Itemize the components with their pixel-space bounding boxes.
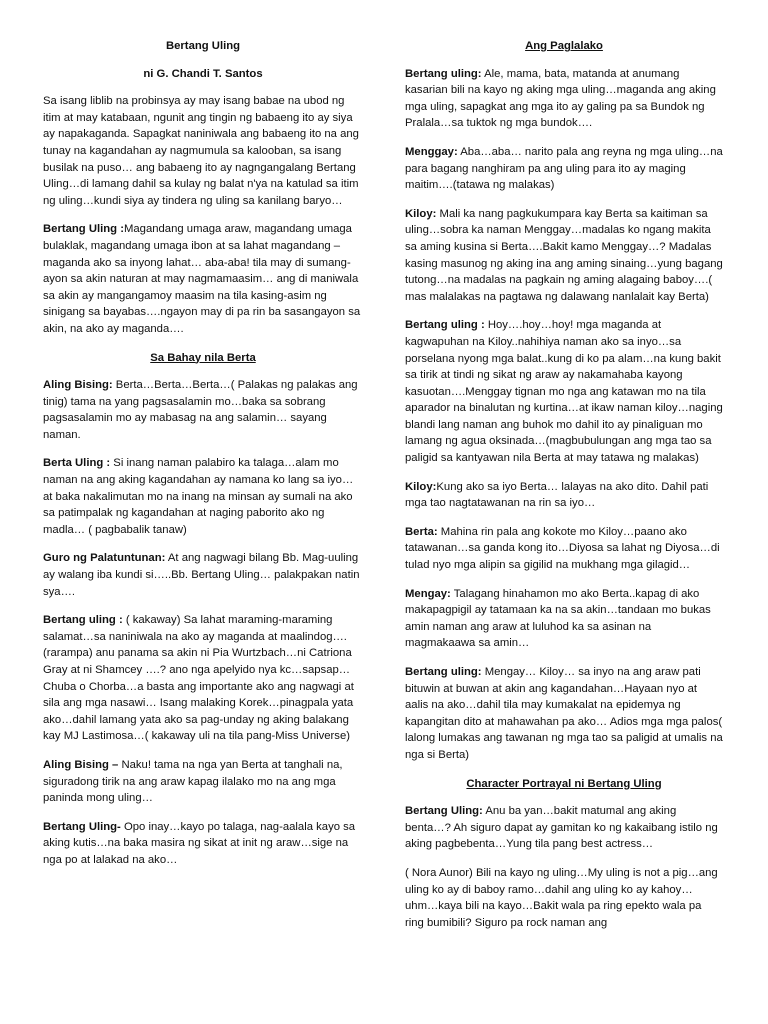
speaker-label: Berta: [405, 525, 438, 538]
portrayal-dialogue [405, 803, 723, 853]
speaker-label: Bertang Uling : [43, 223, 124, 236]
document-author: ni G. Chandi T. Santos [143, 67, 263, 80]
section-heading-sa-bahay: Sa Bahay nila Berta [150, 351, 256, 364]
dialogue-text: Aba…aba… narito pala ang reyna ng mga uling…na para bagang nanghiram pa ang uling para ito ay maging maitim….(tatawa ng malakas) [405, 145, 723, 192]
dialogue-text: Mengay… Kiloy… sa inyo na ang araw pati bituwin at buwan at akin ang kagandahan…Hayaan nyo at aalis na ako…dahil tila may kumakalat na epidemya ng kapangitan dito at mahawahan pa ako… Adios mga mga palos( lalong lumakas ang tawanan ng mga tao sa paligid at umalis na nga si Berta) [405, 666, 723, 761]
dialogue-line [405, 144, 723, 194]
speaker-label: Aling Bising – [43, 758, 119, 771]
speaker-label: Berta Uling : [43, 457, 111, 470]
dialogue-line [43, 455, 363, 538]
dialogue-line [405, 317, 723, 466]
speaker-label: Bertang uling: [405, 67, 482, 80]
left-column [43, 38, 363, 881]
intro-paragraph: Sa isang liblib na probinsya ay may isang babae na ubod ng itim at may katabaan, ngunit ang tingin ng babaeng ito ay siya ay napakaganda. Sapagkat naniniwala ang babaeng ito na ang tunay na kagandahan ay nagmumula sa kalooban, sa isang busilak na puso… ang babaeng ito ay nagngangalang Bertang Uling…di lamang dahil sa kulay ng balat n'ya na katulad sa itim ng uling…kundi siya ay tindera ng uling sa kanilang baryo… [43, 95, 359, 207]
dialogue-text: Mali ka nang pagkukumpara kay Berta sa kaitiman sa uling…sobra ka naman Menggay…madalas ko ngang makita sa aming kusina si Berta….Bakit kamo Menggay…? Madalas kasing masunog ng aking ina ang aming sinaing…yung bagang tutong…na madalas na pagkain ng aming alagaing baboy….( mas malalakas na pagtawa ng dalawang nanlalait kay Berta) [405, 207, 723, 303]
dialogue-text: Anu ba yan…bakit matumal ang aking benta…? Ah siguro dapat ay gamitan ko ng kakaibang istilo ng aking pagbebenta…Yung tila pang best actress… [405, 805, 718, 851]
dialogue-text: Berta…Berta…Berta…( Palakas ng palakas ang tinig) tama na yang pagsasalamin mo…baka sa sobrang pagsasalamin mo ay mabasag na ang salamin… sayang naman. [43, 379, 358, 441]
speaker-label: Guro ng Palatuntunan: [43, 552, 166, 565]
dialogue-line [405, 479, 723, 512]
speaker-label: Bertang uling : [405, 319, 485, 332]
dialogue-line [43, 612, 363, 745]
section-heading-paglalako: Ang Paglalako [525, 40, 603, 52]
speaker-label: Kiloy: [405, 207, 437, 220]
dialogue-line [43, 377, 363, 443]
right-column [405, 38, 723, 943]
dialogue-text: Hoy….hoy…hoy! mga maganda at kagwapuhan na Kiloy..nahihiya naman ako sa inyo…sa porselana nyong mga balat..kung di ko pa alam…na kung bakit sa tirik at tindi ng sikat ng araw ay nakamahaba kayong kasuotan….Menggay tignan mo nga ang katawan mo na tila aparador na binalutan ng kurtina…at ikaw naman kiloy…naging blandi lang naman ang buhok mo dahil ito ay pinaliguan mo lamang ng agua oksinada…(magbubulungan ang mga tao sa paligid sa kantyawan nila Berta at may tatawa ng malakas) [405, 319, 723, 465]
dialogue-text: ( kakaway) Sa lahat maraming-maraming salamat…sa naniniwala na ako ay maganda at maalindog….(rarampa) anu panama sa akin ni Pia Wurtzbach…ni Catriona Gray at ni Shamcey ….? ano nga apelyido nya kc…sapsap…Chuba o Chorba…a basta ang importante ako ang nagwagi at sila ang mga nasawi… Isang malaking Korek…pinagpala yata ako…dahil lamang yata ako sa pag-unday ng aking balakang kay MJ Lastimosa…( kakaway uli na tila pang-Miss Universe) [43, 614, 354, 743]
dialogue-line [43, 819, 363, 869]
dialogue-line [405, 524, 723, 574]
speaker-label: Bertang Uling: [405, 805, 483, 818]
dialogue-line [43, 757, 363, 807]
dialogue-text: Si inang naman palabiro ka talaga…alam mo naman na ang aking kagandahan ay namana ko lang sa iyo… at baka nakalimutan mo na inang na minsan ay sumali na ako sa patimpalak ng kagandahan at naging paborito ako ng madla… ( pagbabalik tanaw) [43, 457, 354, 536]
speaker-label: Mengay: [405, 587, 451, 600]
dialogue-text: Ale, mama, bata, matanda at anumang kasarian bili na kayo ng aking mga uling…maganda ang aking mga uling, sapagkat ang mga ito ay galing pa sa Bundok ng Pralala…sa tuktok ng mga bundok…. [405, 67, 716, 130]
dialogue-text: At ang nagwagi bilang Bb. Mag-uuling ay walang iba kundi si…..Bb. Bertang Uling… palakpakan natin sya…. [43, 552, 360, 598]
dialogue-line [405, 586, 723, 652]
speaker-label: Bertang uling : [43, 614, 123, 627]
speaker-label: Menggay: [405, 145, 458, 158]
speaker-label: Bertang Uling- [43, 820, 121, 833]
opening-dialogue [43, 221, 363, 337]
speaker-label: Bertang uling: [405, 666, 482, 678]
dialogue-text: Kung ako sa iyo Berta… lalayas na ako dito. Dahil pati mga tao nagtatawanan na rin sa iyo… [405, 480, 709, 510]
dialogue-text: Mahina rin pala ang kokote mo Kiloy…paano ako tatawanan…sa ganda kong ito…Diyosa sa lahat ng Diyosa…di tulad nyo mga alipin sa gigilid na mukhang mga gilagid… [405, 525, 720, 572]
dialogue-text: Opo inay…kayo po talaga, nag-aalala kayo sa aking kutis…na baka masira ng sikat at init ng araw…sige na nga po at lalakad na ako… [43, 820, 356, 866]
dialogue-text: Magandang umaga araw, magandang umaga bulaklak, magandang umaga ibon at sa lahat magandang –maganda ako sa inyong lahat… aba-aba! tila may di sumang-ayon sa akin naturan at may nagmamaasim… ang di maniwala sa akin ay mangangamoy maasim na tila kasing-asim ng sinigang sa bayabas….ngayon may di pa rin ba sasangayon sa akin, na ako ay maganda…. [43, 223, 361, 335]
dialogue-text: Naku! tama na nga yan Berta at tanghali na, siguradong tirik na ang araw kapag ilalako mo na ang mga paninda mong uling… [43, 758, 343, 805]
portrayal-continuation: ( Nora Aunor) Bili na kayo ng uling…My uling is not a pig…ang uling ko ay di baboy ramo…dahil ang uling ko ay kahoy…uhm…kaya bili na kayo…Bakit wala pa ring epekto wala pa ring bumibili? Siguro pa rock naman ang [405, 866, 718, 929]
dialogue-text: Talagang hinahamon mo ako Berta..kapag di ako makapagpigil ay tatamaan ka na sa akin…tandaan mo bukas amin naman ang araw at luluhod ka sa asinan na magmakaawa sa amin… [405, 587, 711, 650]
dialogue-line [405, 206, 723, 306]
speaker-label: Kiloy: [405, 480, 437, 493]
document-title: Bertang Uling [165, 40, 241, 52]
dialogue-line [405, 66, 723, 132]
dialogue-line [405, 664, 723, 764]
section-heading-character-portrayal: Character Portrayal ni Bertang Uling [466, 777, 662, 790]
speaker-label: Aling Bising: [43, 379, 113, 392]
dialogue-line [43, 550, 363, 600]
